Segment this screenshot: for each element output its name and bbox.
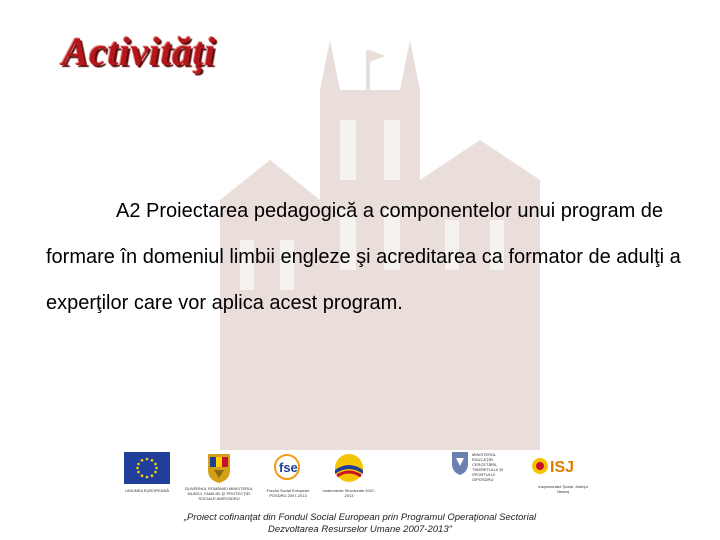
slide-title: Activităţi: [62, 29, 216, 74]
structural-instruments-logo: [332, 452, 366, 484]
structural-instruments-caption: Instrumente Structurale 2007-2013: [322, 488, 376, 498]
romania-coat-of-arms-logo: [204, 450, 234, 484]
isj-logo: [530, 450, 584, 482]
footer-line-1: „Proiect cofinanţat din Fondul Social European prin Programul Operaţional Sectorial: [183, 512, 537, 523]
eu-flag-logo: [124, 452, 170, 484]
activity-description: Proiectarea pedagogică a componentelor unui program de formare în domeniul limbii engleze şi acreditarea ca formator de adulţi a experţilor care vor aplica acest program.: [46, 200, 681, 314]
eu-logo-caption: UNIUNEA EUROPEANĂ: [124, 488, 169, 493]
activity-paragraph: [46, 188, 696, 326]
funding-footer: [120, 512, 600, 536]
activity-code: A2: [116, 200, 141, 222]
svg-text:ISJ: ISJ: [550, 459, 575, 476]
fse-logo-caption: Fondul Social European POSDRU 2007-2013: [266, 488, 310, 498]
partner-logos-strip: [120, 448, 600, 508]
isj-logo-caption: Inspectoratul Şcolar Judeţul Neamţ: [538, 484, 588, 494]
ministry-logo-caption: MINISTERUL EDUCAŢIEI, CERCETĂRII, TINERETULUI ŞI SPORTULUI OIPOSDRU: [472, 452, 504, 482]
government-logo-caption: GUVERNUL ROMÂNIEI MINISTERUL MUNCII, FAMILIEI ŞI PROTECŢIEI SOCIALE AMPOSDRU: [184, 486, 254, 501]
svg-text:fse: fse: [279, 460, 298, 475]
footer-line-2: Dezvoltarea Resurselor Umane 2007-2013": [268, 524, 452, 535]
ministry-crest-logo: [450, 450, 470, 476]
fse-logo: [270, 452, 304, 482]
